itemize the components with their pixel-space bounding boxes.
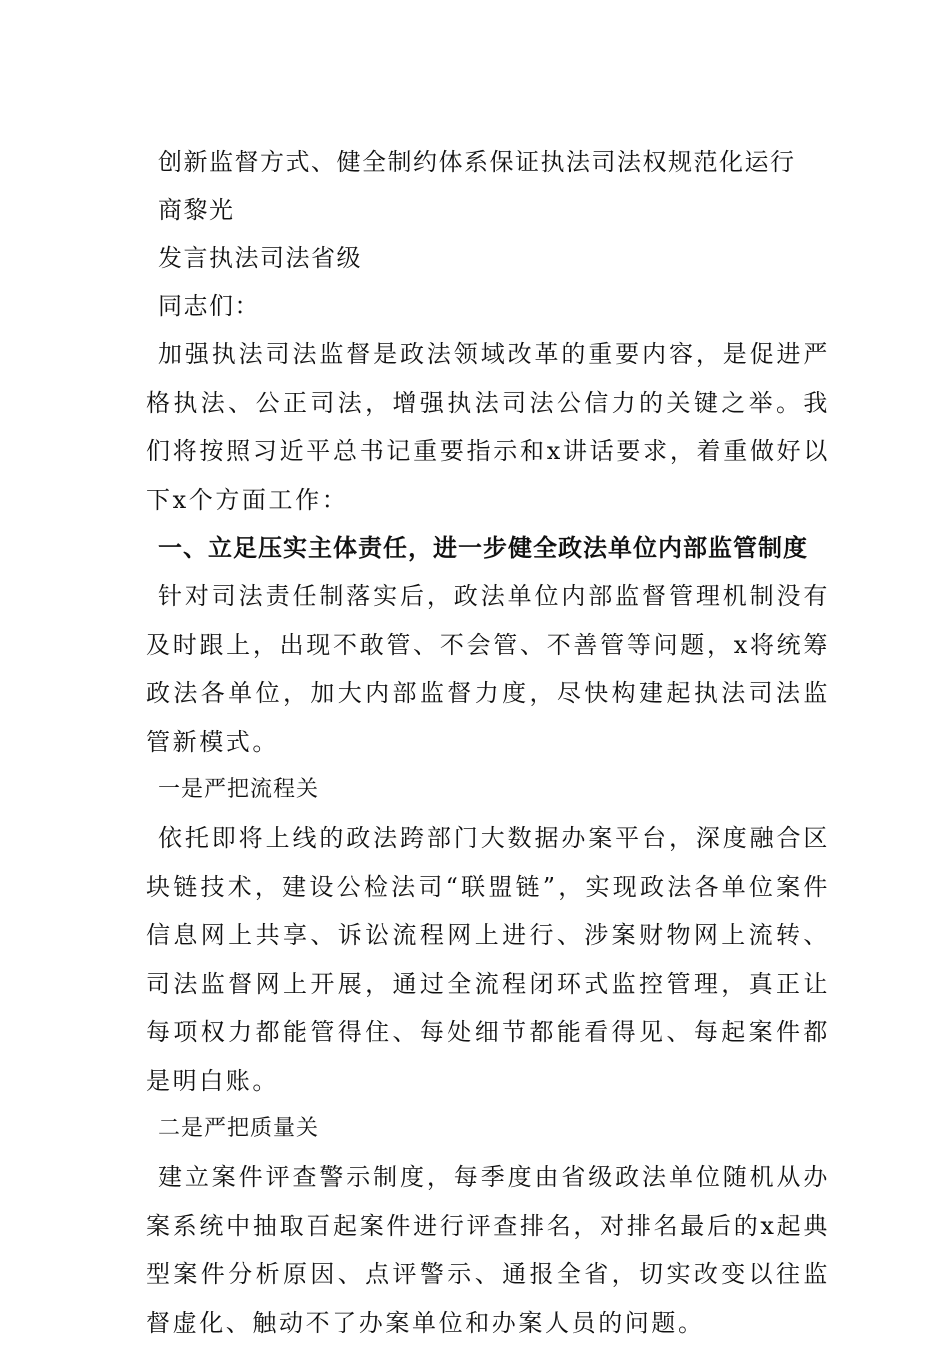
point-2-title: 二是严把质量关 <box>158 1116 320 1141</box>
section-body-paragraph: 针对司法责任制落实后，政法单位内部监督管理机制没有及时跟上，出现不敢管、不会管、不善管等问题，x将统筹政法各单位，加大内部监督力度，尽快构建起执法司法监管新模式。 <box>146 582 830 756</box>
intro-paragraph: 加强执法司法监督是政法领域改革的重要内容，是促进严格执法、公正司法，增强执法司法公信力的关键之举。我们将按照习近平总书记重要指示和x讲话要求，着重做好以下x个方面工作： <box>146 340 830 514</box>
document-title: 创新监督方式、健全制约体系保证执法司法权规范化运行 <box>158 148 796 176</box>
point-1-body: 依托即将上线的政法跨部门大数据办案平台，深度融合区块链技术，建设公检法司“联盟链”，实现政法各单位案件信息网上共享、诉讼流程网上进行、涉案财物网上流转、司法监督网上开展，通过全流程闭环式监控管理，真正让每项权力都能管得住、每处细节都能看得见、每起案件都是明白账。 <box>146 824 830 1095</box>
document-tags: 发言执法司法省级 <box>158 244 362 272</box>
author-name: 商黎光 <box>158 196 235 224</box>
salutation: 同志们： <box>158 292 260 320</box>
point-2-body: 建立案件评查警示制度，每季度由省级政法单位随机从办案系统中抽取百起案件进行评查排名，对排名最后的x起典型案件分析原因、点评警示、通报全省，切实改变以往监督虚化、触动不了办案单位和办案人员的问题。 <box>146 1163 830 1337</box>
point-1-title: 一是严把流程关 <box>158 777 320 802</box>
section-heading: 一、立足压实主体责任，进一步健全政法单位内部监管制度 <box>158 534 808 562</box>
